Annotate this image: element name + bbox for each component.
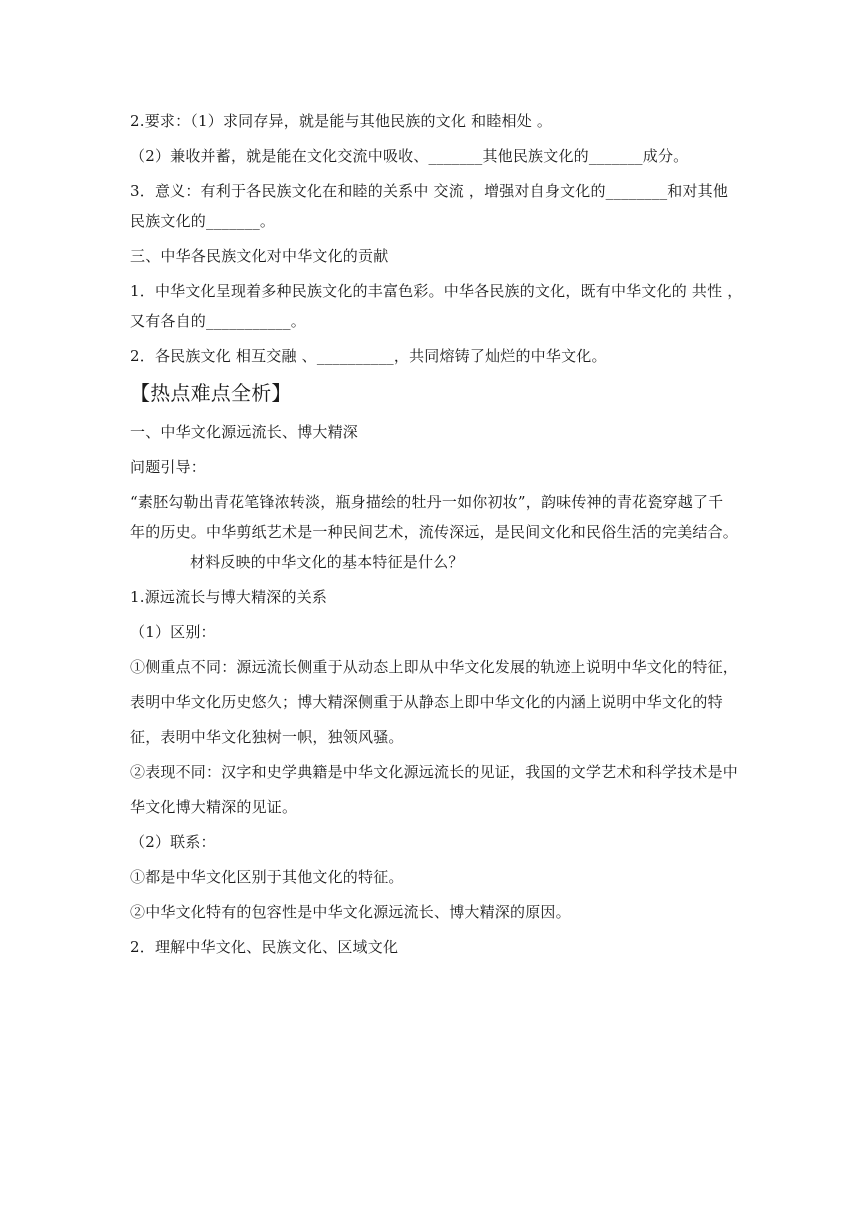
requirement-line-2: （2）兼收并蓄，就是能在文化交流中吸收、_______其他民族文化的_______成分。: [130, 147, 689, 165]
difference-point-1-end: 征，表明中华文化独树一帜，独领风骚。: [130, 728, 404, 746]
question-guide-label: 问题引导：: [130, 458, 207, 476]
subheading-difference: （1）区别：: [130, 623, 216, 641]
material-quote-cont: 年的历史。中华剪纸艺术是一种民间艺术，流传深远，是民间文化和民俗生活的完美结合。: [130, 523, 739, 541]
section-title: 【热点难点全析】: [130, 381, 292, 405]
difference-point-2-cont: 华文化博大精深的见证。: [130, 798, 298, 816]
material-quote: “素胚勾勒出青花笔锋浓转淡，瓶身描绘的牡丹一如你初妆”，韵味传神的青花瓷穿越了千: [130, 493, 724, 511]
subheading-understanding: 2．理解中华文化、民族文化、区域文化: [130, 938, 399, 956]
document-body: [130, 106, 743, 962]
contribution-point-2: 2．各民族文化 相互交融 、__________，共同熔铸了灿烂的中华文化。: [130, 347, 607, 365]
subheading-connection: （2）联系：: [130, 833, 216, 851]
difference-point-1-cont: 表明中华文化历史悠久；博大精深侧重于从静态上即中华文化的内涵上说明中华文化的特: [130, 693, 723, 711]
significance-line-cont: 民族文化的_______。: [130, 212, 276, 230]
section-three-heading: 三、中华各民族文化对中华文化的贡献: [130, 247, 389, 265]
difference-point-2: ②表现不同：汉字和史学典籍是中华文化源远流长的见证，我国的文学艺术和科学技术是中: [130, 763, 739, 781]
material-question: 材料反映的中华文化的基本特征是什么？: [190, 553, 464, 571]
subheading-relation: 1.源远流长与博大精深的关系: [130, 588, 328, 606]
contribution-point-1: 1．中华文化呈现着多种民族文化的丰富色彩。中华各民族的文化，既有中华文化的 共性 ，: [130, 282, 743, 300]
significance-line: 3．意义：有利于各民族文化在和睦的关系中 交流 ，增强对自身文化的________和对其他: [130, 182, 729, 200]
connection-point-2: ②中华文化特有的包容性是中华文化源远流长、博大精深的原因。: [130, 903, 571, 921]
requirement-line: 2.要求：（1）求同存异，就是能与其他民族的文化 和睦相处 。: [130, 112, 553, 130]
connection-point-1: ①都是中华文化区别于其他文化的特征。: [130, 868, 404, 886]
analysis-heading-1: 一、中华文化源远流长、博大精深: [130, 423, 359, 441]
difference-point-1: ①侧重点不同：源远流长侧重于从动态上即从中华文化发展的轨迹上说明中华文化的特征，: [130, 658, 739, 676]
contribution-point-1-cont: 又有各自的___________。: [130, 312, 306, 330]
